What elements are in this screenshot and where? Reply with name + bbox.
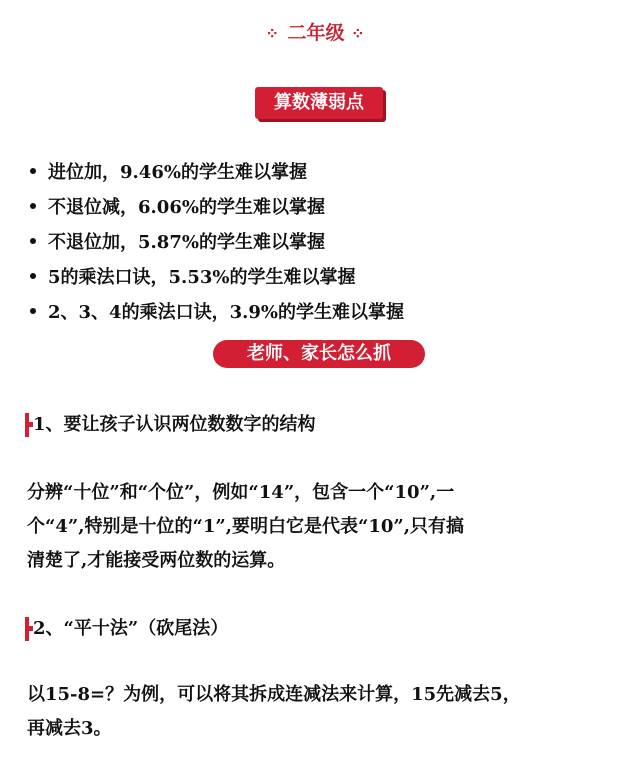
section-1-paragraph (27, 476, 617, 578)
paragraph-line: 清楚了,才能接受两位数的运算。 (27, 550, 286, 571)
list-item (30, 225, 404, 260)
grade-label: 二年级 (287, 22, 345, 44)
advice-banner (213, 340, 425, 368)
list-item (30, 295, 404, 330)
section-title-text: 1、要让孩子认识两位数数字的结构 (33, 414, 316, 435)
section-title-text: 2、“平十法”（砍尾法） (33, 618, 229, 639)
bullet-icon (30, 203, 36, 209)
bullet-icon (30, 238, 36, 244)
list-item-text: 不退位减，6.06%的学生难以掌握 (48, 197, 325, 218)
paragraph-line: 以15-8=？为例，可以将其拆成连减法来计算，15先减去5， (27, 684, 521, 705)
list-item-text: 进位加，9.46%的学生难以掌握 (48, 162, 307, 183)
grade-heading (0, 18, 632, 45)
list-item-text: 5的乘法口诀，5.53%的学生难以掌握 (48, 267, 356, 288)
section-2-paragraph (27, 678, 617, 746)
bullet-icon (30, 308, 36, 314)
section-title-1 (25, 413, 316, 437)
section-title-2 (25, 617, 228, 641)
list-item (30, 155, 404, 190)
bullet-icon (30, 168, 36, 174)
list-item-text: 2、3、4的乘法口诀，3.9%的学生难以掌握 (48, 302, 404, 323)
bullet-icon (30, 273, 36, 279)
paragraph-line: 个“4”,特别是十位的“1”,要明白它是代表“10”,只有搞 (27, 516, 465, 537)
decorative-dots-icon: ⁘ (351, 24, 367, 43)
weakness-badge: 算数薄弱点 (255, 87, 383, 119)
weak-points-list (30, 155, 404, 330)
list-item (30, 190, 404, 225)
decorative-dots-icon: ⁘ (265, 24, 281, 43)
list-item (30, 260, 404, 295)
advice-banner-text: 老师、家长怎么抓 (247, 343, 391, 364)
list-item-text: 不退位加，5.87%的学生难以掌握 (48, 232, 325, 253)
paragraph-line: 分辨“十位”和“个位”，例如“14”，包含一个“10”,一 (27, 482, 455, 503)
paragraph-line: 再减去3。 (27, 718, 112, 739)
